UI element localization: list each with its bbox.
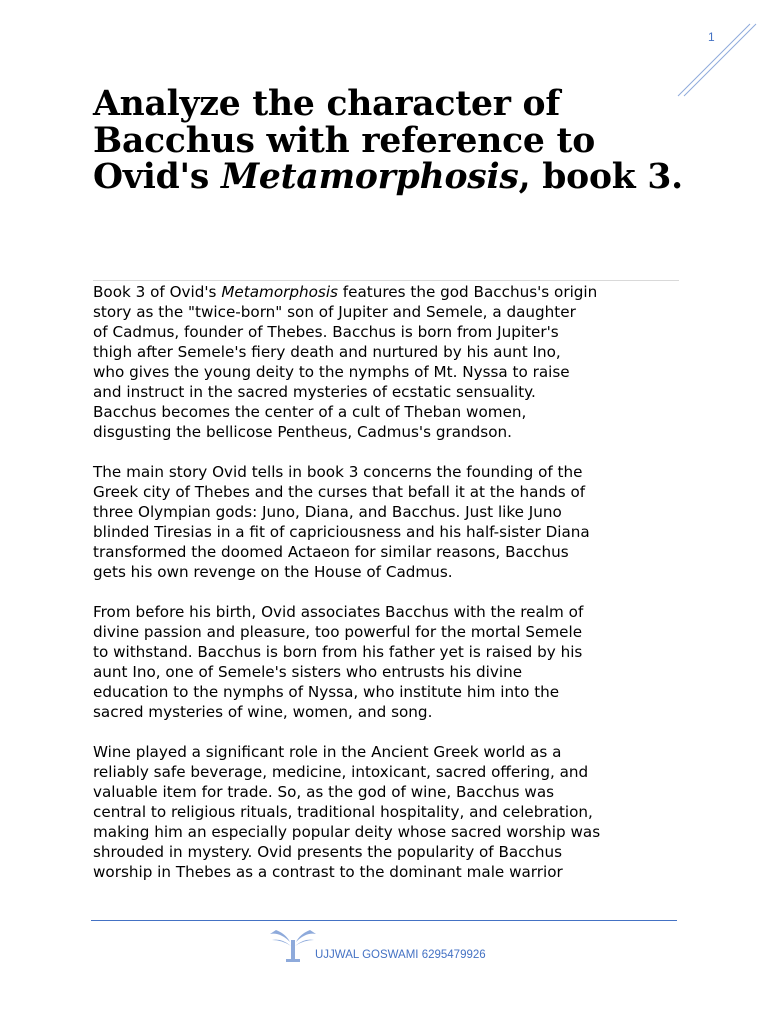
title-text: Analyze the character of Bacchus with reference to Ovid's	[93, 84, 596, 197]
document-body	[93, 282, 685, 902]
title-suffix: , book 3.	[518, 157, 683, 197]
title-divider	[93, 280, 679, 281]
paragraph-line: education to the nymphs of Nyssa, who institute him into the	[93, 683, 560, 701]
paragraph-line: who gives the young deity to the nymphs of Mt. Nyssa to raise	[93, 363, 570, 381]
paragraph-line: thigh after Semele's fiery death and nurtured by his aunt Ino,	[93, 343, 561, 361]
paragraph-text: Book 3 of Ovid's	[93, 283, 222, 301]
paragraph-2	[93, 462, 685, 582]
document-title	[93, 86, 713, 196]
title-italic: Metamorphosis	[220, 157, 519, 197]
footer-text: UJJWAL GOSWAMI 6295479926	[315, 949, 486, 961]
paragraph-line: central to religious rituals, traditional hospitality, and celebration,	[93, 803, 593, 821]
paragraph-line: Greek city of Thebes and the curses that befall it at the hands of	[93, 483, 586, 501]
paragraph-line: valuable item for trade. So, as the god of wine, Bacchus was	[93, 783, 555, 801]
paragraph-line: worship in Thebes as a contrast to the dominant male warrior	[93, 863, 563, 881]
paragraph-line: The main story Ovid tells in book 3 concerns the founding of the	[93, 463, 583, 481]
paragraph-line: From before his birth, Ovid associates Bacchus with the realm of	[93, 603, 584, 621]
paragraph-line: disgusting the bellicose Pentheus, Cadmus's grandson.	[93, 423, 512, 441]
paragraph-line: transformed the doomed Actaeon for similar reasons, Bacchus	[93, 543, 569, 561]
paragraph-3	[93, 602, 685, 722]
page-number: 1	[708, 30, 715, 44]
paragraph-line: aunt Ino, one of Semele's sisters who entrusts his divine	[93, 663, 523, 681]
paragraph-line: making him an especially popular deity whose sacred worship was	[93, 823, 601, 841]
paragraph-line: blinded Tiresias in a fit of capriciousness and his half-sister Diana	[93, 523, 590, 541]
tree-logo-icon	[268, 928, 318, 964]
paragraph-line: and instruct in the sacred mysteries of ecstatic sensuality.	[93, 383, 536, 401]
paragraph-4	[93, 742, 685, 882]
paragraph-line: gets his own revenge on the House of Cadmus.	[93, 563, 453, 581]
paragraph-line: Bacchus becomes the center of a cult of Theban women,	[93, 403, 527, 421]
paragraph-line: shrouded in mystery. Ovid presents the popularity of Bacchus	[93, 843, 563, 861]
paragraph-line: Wine played a significant role in the Ancient Greek world as a	[93, 743, 562, 761]
paragraph-line: to withstand. Bacchus is born from his father yet is raised by his	[93, 643, 583, 661]
paragraph-line: story as the "twice-born" son of Jupiter and Semele, a daughter	[93, 303, 576, 321]
paragraph-line: reliably safe beverage, medicine, intoxicant, sacred offering, and	[93, 763, 589, 781]
paragraph-line: three Olympian gods: Juno, Diana, and Bacchus. Just like Juno	[93, 503, 562, 521]
paragraph-line: sacred mysteries of wine, women, and song.	[93, 703, 433, 721]
paragraph-line: features the god Bacchus's origin	[337, 283, 598, 301]
paragraph-line: of Cadmus, founder of Thebes. Bacchus is born from Jupiter's	[93, 323, 559, 341]
paragraph-1	[93, 282, 685, 442]
paragraph-line: divine passion and pleasure, too powerful for the mortal Semele	[93, 623, 583, 641]
footer-divider	[91, 920, 677, 921]
paragraph-italic: Metamorphosis	[221, 283, 338, 301]
